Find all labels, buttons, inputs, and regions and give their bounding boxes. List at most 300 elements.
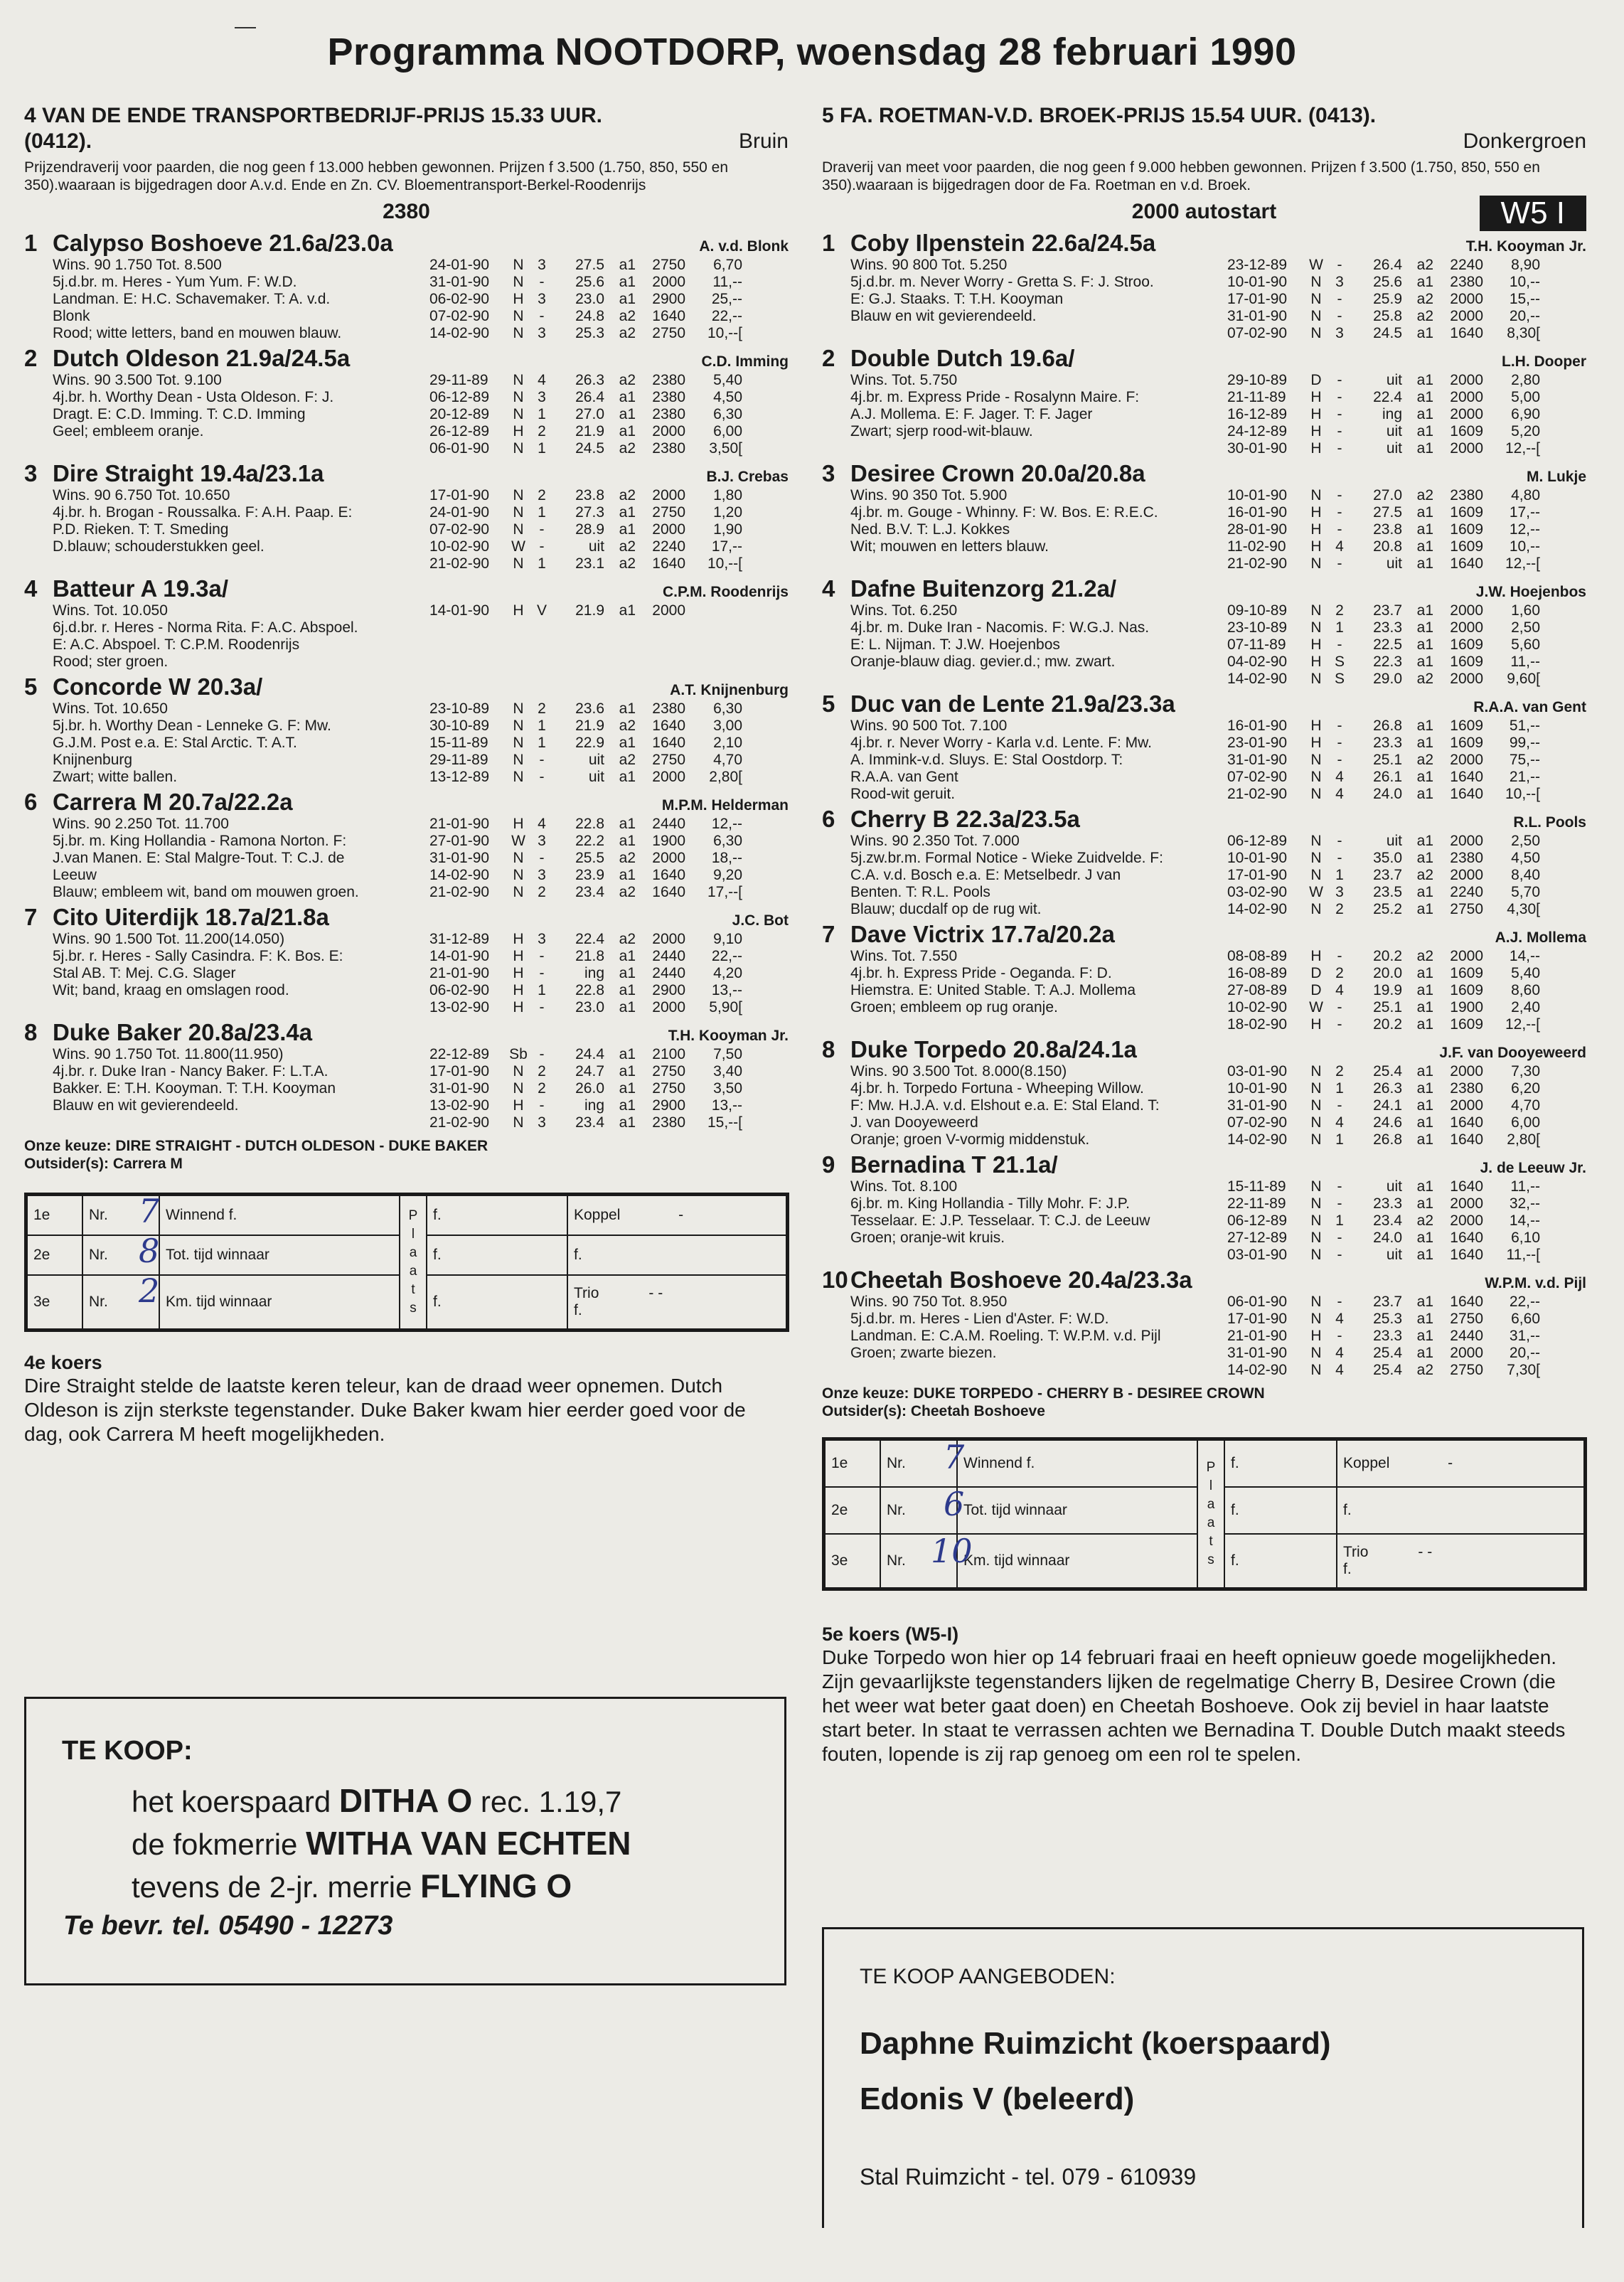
horse-info-line: 4j.br. m. Express Pride - Rosalynn Maire. F: bbox=[850, 389, 1140, 405]
result-track: N bbox=[513, 1114, 524, 1131]
result-odds: 22,-- bbox=[711, 308, 742, 324]
horse-info bbox=[822, 1178, 1227, 1264]
result-track: H bbox=[513, 291, 524, 307]
horse-name bbox=[24, 789, 293, 816]
race-4-description: Prijzendraverij voor paarden, die nog geen f 13.000 hebben gewonnen. Prijzen f 3.500 (1.750, 850, 550 en 350).waaraan is bijgedragen door A.v.d. Ende en Zn. CV. Bloementransport-Berkel-Roodenrijs bbox=[24, 159, 729, 193]
result-class: a1 bbox=[1416, 504, 1433, 521]
horse-header bbox=[24, 904, 789, 931]
result-distance: 2000 bbox=[1450, 1097, 1483, 1114]
result-time: 24.7 bbox=[575, 1063, 604, 1079]
result-time: ing bbox=[584, 965, 604, 981]
horse-info-line: 4j.br. m. Duke Iran - Nacomis. F: W.G.J. Nas. bbox=[850, 619, 1150, 636]
result-time: 23.3 bbox=[1373, 619, 1402, 636]
result-track: N bbox=[1310, 1294, 1322, 1310]
result-class: a1 bbox=[1416, 965, 1433, 981]
result-row bbox=[1227, 291, 1586, 308]
result-date: 06-01-90 bbox=[1227, 1294, 1288, 1310]
race-4-outsider: Outsider(s): Carrera M bbox=[24, 1156, 183, 1172]
result-track: W bbox=[511, 833, 525, 849]
horse-info-line: Wins. Tot. 8.100 bbox=[850, 1178, 958, 1195]
result-time: 23.3 bbox=[1373, 735, 1402, 751]
result-track: N bbox=[513, 487, 524, 503]
result-place: 2 bbox=[1335, 602, 1344, 619]
result-place: 1 bbox=[1335, 867, 1344, 883]
plaats-f-2: f. bbox=[427, 1235, 567, 1275]
result-row bbox=[429, 752, 789, 769]
result-class: a1 bbox=[619, 1063, 636, 1079]
horse-trainer: T.H. Kooyman Jr. bbox=[1465, 238, 1586, 255]
result-odds: 12,--[ bbox=[1505, 440, 1540, 457]
horse-number: 2 bbox=[24, 345, 38, 371]
handwritten-nr-1: 7 bbox=[944, 1438, 965, 1476]
result-track: N bbox=[1310, 1212, 1322, 1229]
result-track: N bbox=[1310, 833, 1322, 849]
result-odds: 6,20 bbox=[1511, 1080, 1540, 1097]
horse-info-line: Wins. Tot. 6.250 bbox=[850, 602, 958, 619]
ad2-contact: Stal Ruimzicht - tel. 079 - 610939 bbox=[860, 2164, 1197, 2190]
result-distance: 2380 bbox=[1450, 274, 1483, 290]
result-place: 1 bbox=[1335, 1080, 1344, 1097]
result-track: H bbox=[1310, 636, 1322, 653]
race-4-horse-list bbox=[24, 230, 789, 1131]
result-class: a1 bbox=[619, 867, 636, 883]
result-row bbox=[429, 308, 789, 325]
result-class: a1 bbox=[1416, 1178, 1433, 1195]
result-class: a1 bbox=[1416, 325, 1433, 341]
handwritten-nr-1: 7 bbox=[139, 1192, 160, 1230]
nr-label: Nr. bbox=[89, 1206, 108, 1223]
race-4-result-box bbox=[24, 1193, 789, 1332]
horse-info-line: Ned. B.V. T: L.J. Kokkes bbox=[850, 521, 1010, 538]
result-row bbox=[429, 1063, 789, 1080]
horse-info-line: Oranje-blauw diag. gevier.d.; mw. zwart. bbox=[850, 654, 1116, 670]
result-date: 09-10-89 bbox=[1227, 602, 1288, 619]
trio-dash: - - bbox=[648, 1284, 663, 1301]
result-row bbox=[1227, 619, 1586, 636]
horse-entry bbox=[24, 789, 789, 901]
result-odds: 6,90 bbox=[1511, 406, 1540, 422]
result-row bbox=[1227, 1362, 1586, 1379]
horse-name-text: Coby Ilpenstein 22.6a/24.5a bbox=[850, 230, 1156, 256]
result-distance: 2000 bbox=[652, 999, 685, 1015]
result-class: a1 bbox=[1416, 1311, 1433, 1327]
result-track: W bbox=[1309, 884, 1323, 900]
result-row bbox=[429, 1097, 789, 1114]
horse-info-line: D.blauw; schouderstukken geel. bbox=[53, 538, 265, 555]
result-date: 10-01-90 bbox=[1227, 1080, 1288, 1097]
result-distance: 2750 bbox=[652, 1063, 685, 1079]
result-time: 26.8 bbox=[1373, 718, 1402, 734]
result-distance: 1640 bbox=[1450, 1247, 1483, 1263]
result-time: uit bbox=[1386, 833, 1402, 849]
result-track: H bbox=[513, 423, 524, 439]
result-track: N bbox=[513, 325, 524, 341]
result-track: H bbox=[1310, 1016, 1322, 1033]
result-track: N bbox=[513, 769, 524, 785]
race-5-outsider: Outsider(s): Cheetah Boshoeve bbox=[822, 1403, 1045, 1419]
result-odds: 4,50 bbox=[1511, 850, 1540, 866]
result-track: N bbox=[513, 867, 524, 883]
result-class: a1 bbox=[1416, 1195, 1433, 1212]
ad2-horse-daphne: Daphne Ruimzicht (koerspaard) bbox=[860, 2026, 1331, 2061]
result-track: H bbox=[513, 982, 524, 998]
result-class: a1 bbox=[619, 291, 636, 307]
koppel-label: Koppel bbox=[574, 1206, 621, 1223]
result-distance: 2750 bbox=[652, 325, 685, 341]
plaats-f-1: f. bbox=[427, 1195, 567, 1235]
result-distance: 2380 bbox=[652, 1114, 685, 1131]
result-track: Sb bbox=[509, 1046, 528, 1062]
result-date: 21-02-90 bbox=[1227, 555, 1288, 572]
plaats-f-2: f. bbox=[1224, 1487, 1337, 1534]
horse-info-line: Wins. 90 2.350 Tot. 7.000 bbox=[850, 833, 1020, 849]
horse-header bbox=[24, 230, 789, 257]
horse-name-text: Batteur A 19.3a/ bbox=[53, 575, 228, 602]
for-sale-ad-ruimzicht bbox=[822, 1927, 1584, 2228]
horse-info bbox=[24, 372, 429, 457]
result-distance: 1640 bbox=[1450, 1114, 1483, 1131]
horse-body bbox=[822, 602, 1586, 688]
result-track: N bbox=[1310, 487, 1322, 503]
result-class: a1 bbox=[1416, 999, 1433, 1015]
result-odds: 17,-- bbox=[1509, 504, 1540, 521]
race-4-subheader bbox=[24, 129, 789, 154]
horse-body bbox=[24, 931, 789, 1016]
result-distance: 2380 bbox=[652, 389, 685, 405]
result-place: 3 bbox=[538, 389, 546, 405]
result-place: - bbox=[539, 948, 545, 964]
result-distance: 2750 bbox=[1450, 1311, 1483, 1327]
result-row bbox=[1227, 636, 1586, 654]
horse-results bbox=[1227, 602, 1586, 688]
result-track: N bbox=[513, 700, 524, 717]
result-date: 14-01-90 bbox=[429, 948, 490, 964]
result-class: a2 bbox=[619, 487, 636, 503]
result-odds: 99,-- bbox=[1509, 735, 1540, 751]
result-odds: 5,70 bbox=[1511, 884, 1540, 900]
result-row bbox=[429, 884, 789, 901]
result-date: 31-01-90 bbox=[429, 1080, 490, 1097]
result-place: 3 bbox=[538, 325, 546, 341]
result-track: N bbox=[1310, 1114, 1322, 1131]
ad-horse-ditha: DITHA O bbox=[338, 1782, 473, 1819]
result-class: a1 bbox=[619, 504, 636, 521]
result-place: 1 bbox=[538, 504, 546, 521]
result-odds: 32,-- bbox=[1509, 1195, 1540, 1212]
horse-trainer: W.P.M. v.d. Pijl bbox=[1485, 1275, 1586, 1291]
horse-entry bbox=[822, 345, 1586, 457]
result-date: 08-08-89 bbox=[1227, 948, 1288, 964]
horse-entry bbox=[822, 691, 1586, 803]
race-5-result-box bbox=[822, 1437, 1587, 1591]
horse-number: 8 bbox=[24, 1019, 38, 1045]
result-class: a1 bbox=[1416, 1016, 1433, 1033]
horse-info-line: Wit; band, kraag en omslagen rood. bbox=[53, 982, 289, 998]
result-distance: 2000 bbox=[1450, 1195, 1483, 1212]
result-date: 13-02-90 bbox=[429, 1097, 490, 1114]
result-place: - bbox=[1337, 521, 1342, 538]
result-class: a2 bbox=[1416, 1362, 1433, 1378]
horse-results bbox=[1227, 948, 1586, 1033]
horse-header bbox=[822, 1151, 1586, 1178]
result-row bbox=[429, 521, 789, 538]
result-class: a1 bbox=[1416, 1131, 1433, 1148]
trio-label: Trio bbox=[1343, 1543, 1369, 1560]
result-row bbox=[1227, 752, 1586, 769]
horse-entry bbox=[24, 345, 789, 457]
result-row bbox=[1227, 867, 1586, 884]
result-track: H bbox=[1310, 718, 1322, 734]
horse-name bbox=[24, 904, 329, 931]
result-track: W bbox=[511, 538, 525, 555]
result-time: 27.0 bbox=[575, 406, 604, 422]
result-date: 31-01-90 bbox=[1227, 752, 1288, 768]
result-row bbox=[1227, 423, 1586, 440]
result-time: 27.5 bbox=[575, 257, 604, 273]
result-row bbox=[429, 965, 789, 982]
horse-body bbox=[822, 487, 1586, 572]
result-row bbox=[1227, 504, 1586, 521]
result-distance: 1640 bbox=[652, 867, 685, 883]
horse-info-line: Wins. 90 350 Tot. 5.900 bbox=[850, 487, 1008, 503]
result-class: a1 bbox=[1416, 423, 1433, 439]
result-distance: 2000 bbox=[1450, 372, 1483, 388]
horse-info-line: R.A.A. van Gent bbox=[850, 769, 958, 785]
result-date: 14-02-90 bbox=[1227, 1362, 1288, 1378]
result-distance: 2750 bbox=[652, 1080, 685, 1097]
result-distance: 2900 bbox=[652, 291, 685, 307]
horse-trainer: L.H. Dooper bbox=[1502, 353, 1586, 370]
result-time: 25.4 bbox=[1373, 1063, 1402, 1079]
horse-number: 1 bbox=[24, 230, 38, 256]
result-place: 3 bbox=[538, 291, 546, 307]
horse-info-line: Wins. 90 750 Tot. 8.950 bbox=[850, 1294, 1008, 1310]
horse-name-text: Duke Baker 20.8a/23.4a bbox=[53, 1019, 313, 1045]
result-odds: 11,--[ bbox=[1506, 1247, 1540, 1263]
result-row bbox=[429, 555, 789, 572]
horse-entry bbox=[24, 673, 789, 786]
result-odds: 3,50[ bbox=[709, 440, 742, 457]
result-place: 2 bbox=[538, 423, 546, 439]
horse-entry bbox=[24, 1019, 789, 1131]
horse-info-line: 5j.br. m. King Hollandia - Ramona Norton. F: bbox=[53, 833, 347, 849]
result-track: N bbox=[513, 718, 524, 734]
horse-name bbox=[24, 460, 324, 487]
horse-info-line: Wins. Tot. 10.050 bbox=[53, 602, 168, 619]
result-time: 27.3 bbox=[575, 504, 604, 521]
result-date: 14-02-90 bbox=[429, 867, 490, 883]
result-track: N bbox=[1310, 867, 1322, 883]
horse-info-line: Blauw; embleem wit, band om mouwen groen. bbox=[53, 884, 359, 900]
result-odds: 4,80 bbox=[1511, 487, 1540, 503]
result-class: a1 bbox=[1416, 833, 1433, 849]
horse-results bbox=[429, 816, 789, 901]
horse-info bbox=[822, 833, 1227, 918]
horse-name-text: Carrera M 20.7a/22.2a bbox=[53, 789, 293, 815]
result-distance: 2100 bbox=[652, 1046, 685, 1062]
result-odds: 2,80[ bbox=[1507, 1131, 1540, 1148]
result-track: N bbox=[1310, 291, 1322, 307]
result-date: 17-01-90 bbox=[1227, 867, 1288, 883]
result-time: 23.4 bbox=[575, 1114, 604, 1131]
result-row bbox=[1227, 1114, 1586, 1131]
result-odds: 2,80[ bbox=[709, 769, 742, 785]
result-distance: 1640 bbox=[652, 308, 685, 324]
result-track: N bbox=[1310, 1362, 1322, 1378]
result-odds: 10,--[ bbox=[707, 325, 742, 341]
result-odds: 25,-- bbox=[711, 291, 742, 307]
result-date: 21-11-89 bbox=[1227, 389, 1286, 405]
result-class: a2 bbox=[1416, 867, 1433, 883]
result-row bbox=[1227, 735, 1586, 752]
result-date: 24-12-89 bbox=[1227, 423, 1288, 439]
result-distance: 2000 bbox=[1450, 1212, 1483, 1229]
result-distance: 2380 bbox=[1450, 1080, 1483, 1097]
horse-entry bbox=[822, 806, 1586, 918]
horse-entry bbox=[822, 1267, 1586, 1379]
result-distance: 2240 bbox=[1450, 884, 1483, 900]
result-date: 14-02-90 bbox=[1227, 1131, 1288, 1148]
result-row bbox=[1227, 1212, 1586, 1230]
result-distance: 1640 bbox=[652, 735, 685, 751]
result-class: a1 bbox=[619, 982, 636, 998]
place-2-label: 2e bbox=[825, 1487, 880, 1534]
result-distance: 2000 bbox=[652, 769, 685, 785]
result-place: - bbox=[1337, 389, 1342, 405]
horse-info-line: E: L. Nijman. T: J.W. Hoejenbos bbox=[850, 636, 1060, 653]
result-class: a1 bbox=[619, 274, 636, 290]
result-row bbox=[429, 735, 789, 752]
result-track: N bbox=[513, 257, 524, 273]
result-distance: 2900 bbox=[652, 1097, 685, 1114]
race-5-preview-title: 5e koers (W5-I) bbox=[822, 1623, 959, 1645]
horse-info-line: Wins. 90 6.750 Tot. 10.650 bbox=[53, 487, 230, 503]
result-row bbox=[1227, 521, 1586, 538]
result-odds: 11,-- bbox=[1510, 1178, 1540, 1195]
result-class: a1 bbox=[1416, 1345, 1433, 1361]
result-row bbox=[1227, 786, 1586, 803]
horse-name-text: Cherry B 22.3a/23.5a bbox=[850, 806, 1080, 832]
result-class: a1 bbox=[1416, 850, 1433, 866]
horse-info-line: Zwart; witte ballen. bbox=[53, 769, 178, 785]
result-place: 1 bbox=[1335, 1131, 1344, 1148]
horse-trainer: J.C. Bot bbox=[732, 912, 789, 929]
result-class: a1 bbox=[619, 769, 636, 785]
result-distance: 1640 bbox=[1450, 786, 1483, 802]
horse-header bbox=[24, 575, 789, 602]
result-place: - bbox=[1337, 1016, 1342, 1033]
result-row bbox=[1227, 850, 1586, 867]
result-track: H bbox=[1310, 654, 1322, 670]
horse-info-line: 4j.br. r. Duke Iran - Nancy Baker. F: L.T.A. bbox=[53, 1063, 328, 1079]
result-place: 3 bbox=[538, 833, 546, 849]
nr-label: Nr. bbox=[887, 1454, 906, 1471]
result-track: N bbox=[1310, 901, 1322, 917]
ad-line-2-text: de fokmerrie bbox=[132, 1828, 306, 1861]
horse-info bbox=[822, 948, 1227, 1033]
result-distance: 2000 bbox=[1450, 1345, 1483, 1361]
result-distance: 2440 bbox=[1450, 1328, 1483, 1344]
tottijd-label: Tot. tijd winnaar bbox=[957, 1487, 1197, 1534]
result-odds: 5,40 bbox=[713, 372, 742, 388]
result-odds: 8,40 bbox=[1511, 867, 1540, 883]
horse-info-line: Groen; embleem op rug oranje. bbox=[850, 999, 1058, 1015]
result-odds: 10,--[ bbox=[1505, 786, 1540, 802]
result-track: H bbox=[1310, 538, 1322, 555]
horse-info-line: Blauw; ducdalf op de rug wit. bbox=[850, 901, 1042, 917]
trio-f: f. bbox=[1343, 1560, 1352, 1577]
result-distance: 2750 bbox=[652, 504, 685, 521]
result-row bbox=[1227, 833, 1586, 850]
result-date: 30-01-90 bbox=[1227, 440, 1288, 457]
result-time: 24.1 bbox=[1373, 1097, 1402, 1114]
place-1-label: 1e bbox=[27, 1195, 82, 1235]
result-row bbox=[1227, 308, 1586, 325]
result-track: H bbox=[513, 602, 524, 619]
handwritten-nr-3: 2 bbox=[139, 1271, 160, 1310]
result-odds: 5,60 bbox=[1511, 636, 1540, 653]
kmtijd-label: Km. tijd winnaar bbox=[957, 1534, 1197, 1588]
result-date: 27-08-89 bbox=[1227, 982, 1288, 998]
result-odds: 11,-- bbox=[712, 274, 742, 290]
result-place: - bbox=[1337, 555, 1342, 572]
race-4-keuze: Onze keuze: DIRE STRAIGHT - DUTCH OLDESON - DUKE BAKER bbox=[24, 1138, 488, 1154]
result-odds: 8,60 bbox=[1511, 982, 1540, 998]
horse-info-line: Wins. 90 1.750 Tot. 11.800(11.950) bbox=[53, 1046, 284, 1062]
result-class: a1 bbox=[1416, 555, 1433, 572]
result-place: 4 bbox=[1335, 769, 1344, 785]
top-rule bbox=[235, 27, 256, 28]
race-4-preview-text: Dire Straight stelde de laatste keren teleur, kan de draad weer opnemen. Dutch Oldeson is zijn sterkste tegenstander. Duke Baker kwam hier eerder goed voor de dag, ook Carrera M heeft mogelijkheden. bbox=[24, 1375, 746, 1445]
result-distance: 1640 bbox=[1450, 555, 1483, 572]
koppel-dash: - bbox=[678, 1206, 684, 1223]
result-date: 21-01-90 bbox=[1227, 1328, 1288, 1344]
horse-name bbox=[24, 673, 262, 700]
result-track: N bbox=[513, 504, 524, 521]
result-distance: 2750 bbox=[1450, 901, 1483, 917]
result-place: 4 bbox=[1335, 1345, 1344, 1361]
result-odds: 31,-- bbox=[1509, 1328, 1540, 1344]
result-class: a1 bbox=[1416, 1114, 1433, 1131]
result-time: 21.9 bbox=[575, 423, 604, 439]
result-date: 21-02-90 bbox=[429, 555, 490, 572]
horse-info-line: 6j.d.br. r. Heres - Norma Rita. F: A.C. Abspoel. bbox=[53, 619, 358, 636]
horse-entry bbox=[822, 1036, 1586, 1148]
horse-info-line: Rood; witte letters, band en mouwen blauw. bbox=[53, 325, 342, 341]
result-row bbox=[1227, 406, 1586, 423]
horse-info-line: Rood; ster groen. bbox=[53, 654, 169, 670]
result-place: - bbox=[1337, 752, 1342, 768]
result-date: 13-02-90 bbox=[429, 999, 490, 1015]
result-odds: 51,-- bbox=[1509, 718, 1540, 734]
horse-entry bbox=[822, 230, 1586, 342]
result-track: N bbox=[1310, 1063, 1322, 1079]
result-distance: 2000 bbox=[1450, 406, 1483, 422]
horse-info-line: 6j.br. m. King Hollandia - Tilly Mohr. F: J.P. bbox=[850, 1195, 1130, 1212]
result-class: a2 bbox=[1416, 1212, 1433, 1229]
result-odds: 2,40 bbox=[1511, 999, 1540, 1015]
result-odds: 4,50 bbox=[713, 389, 742, 405]
nr-label: Nr. bbox=[89, 1246, 108, 1263]
result-time: 23.6 bbox=[575, 700, 604, 717]
result-track: N bbox=[513, 274, 524, 290]
result-class: a1 bbox=[619, 1097, 636, 1114]
result-distance: 1640 bbox=[652, 718, 685, 734]
result-date: 04-02-90 bbox=[1227, 654, 1288, 670]
result-date: 18-02-90 bbox=[1227, 1016, 1288, 1033]
result-date: 17-01-90 bbox=[429, 487, 490, 503]
plaats-f-3: f. bbox=[427, 1275, 567, 1329]
